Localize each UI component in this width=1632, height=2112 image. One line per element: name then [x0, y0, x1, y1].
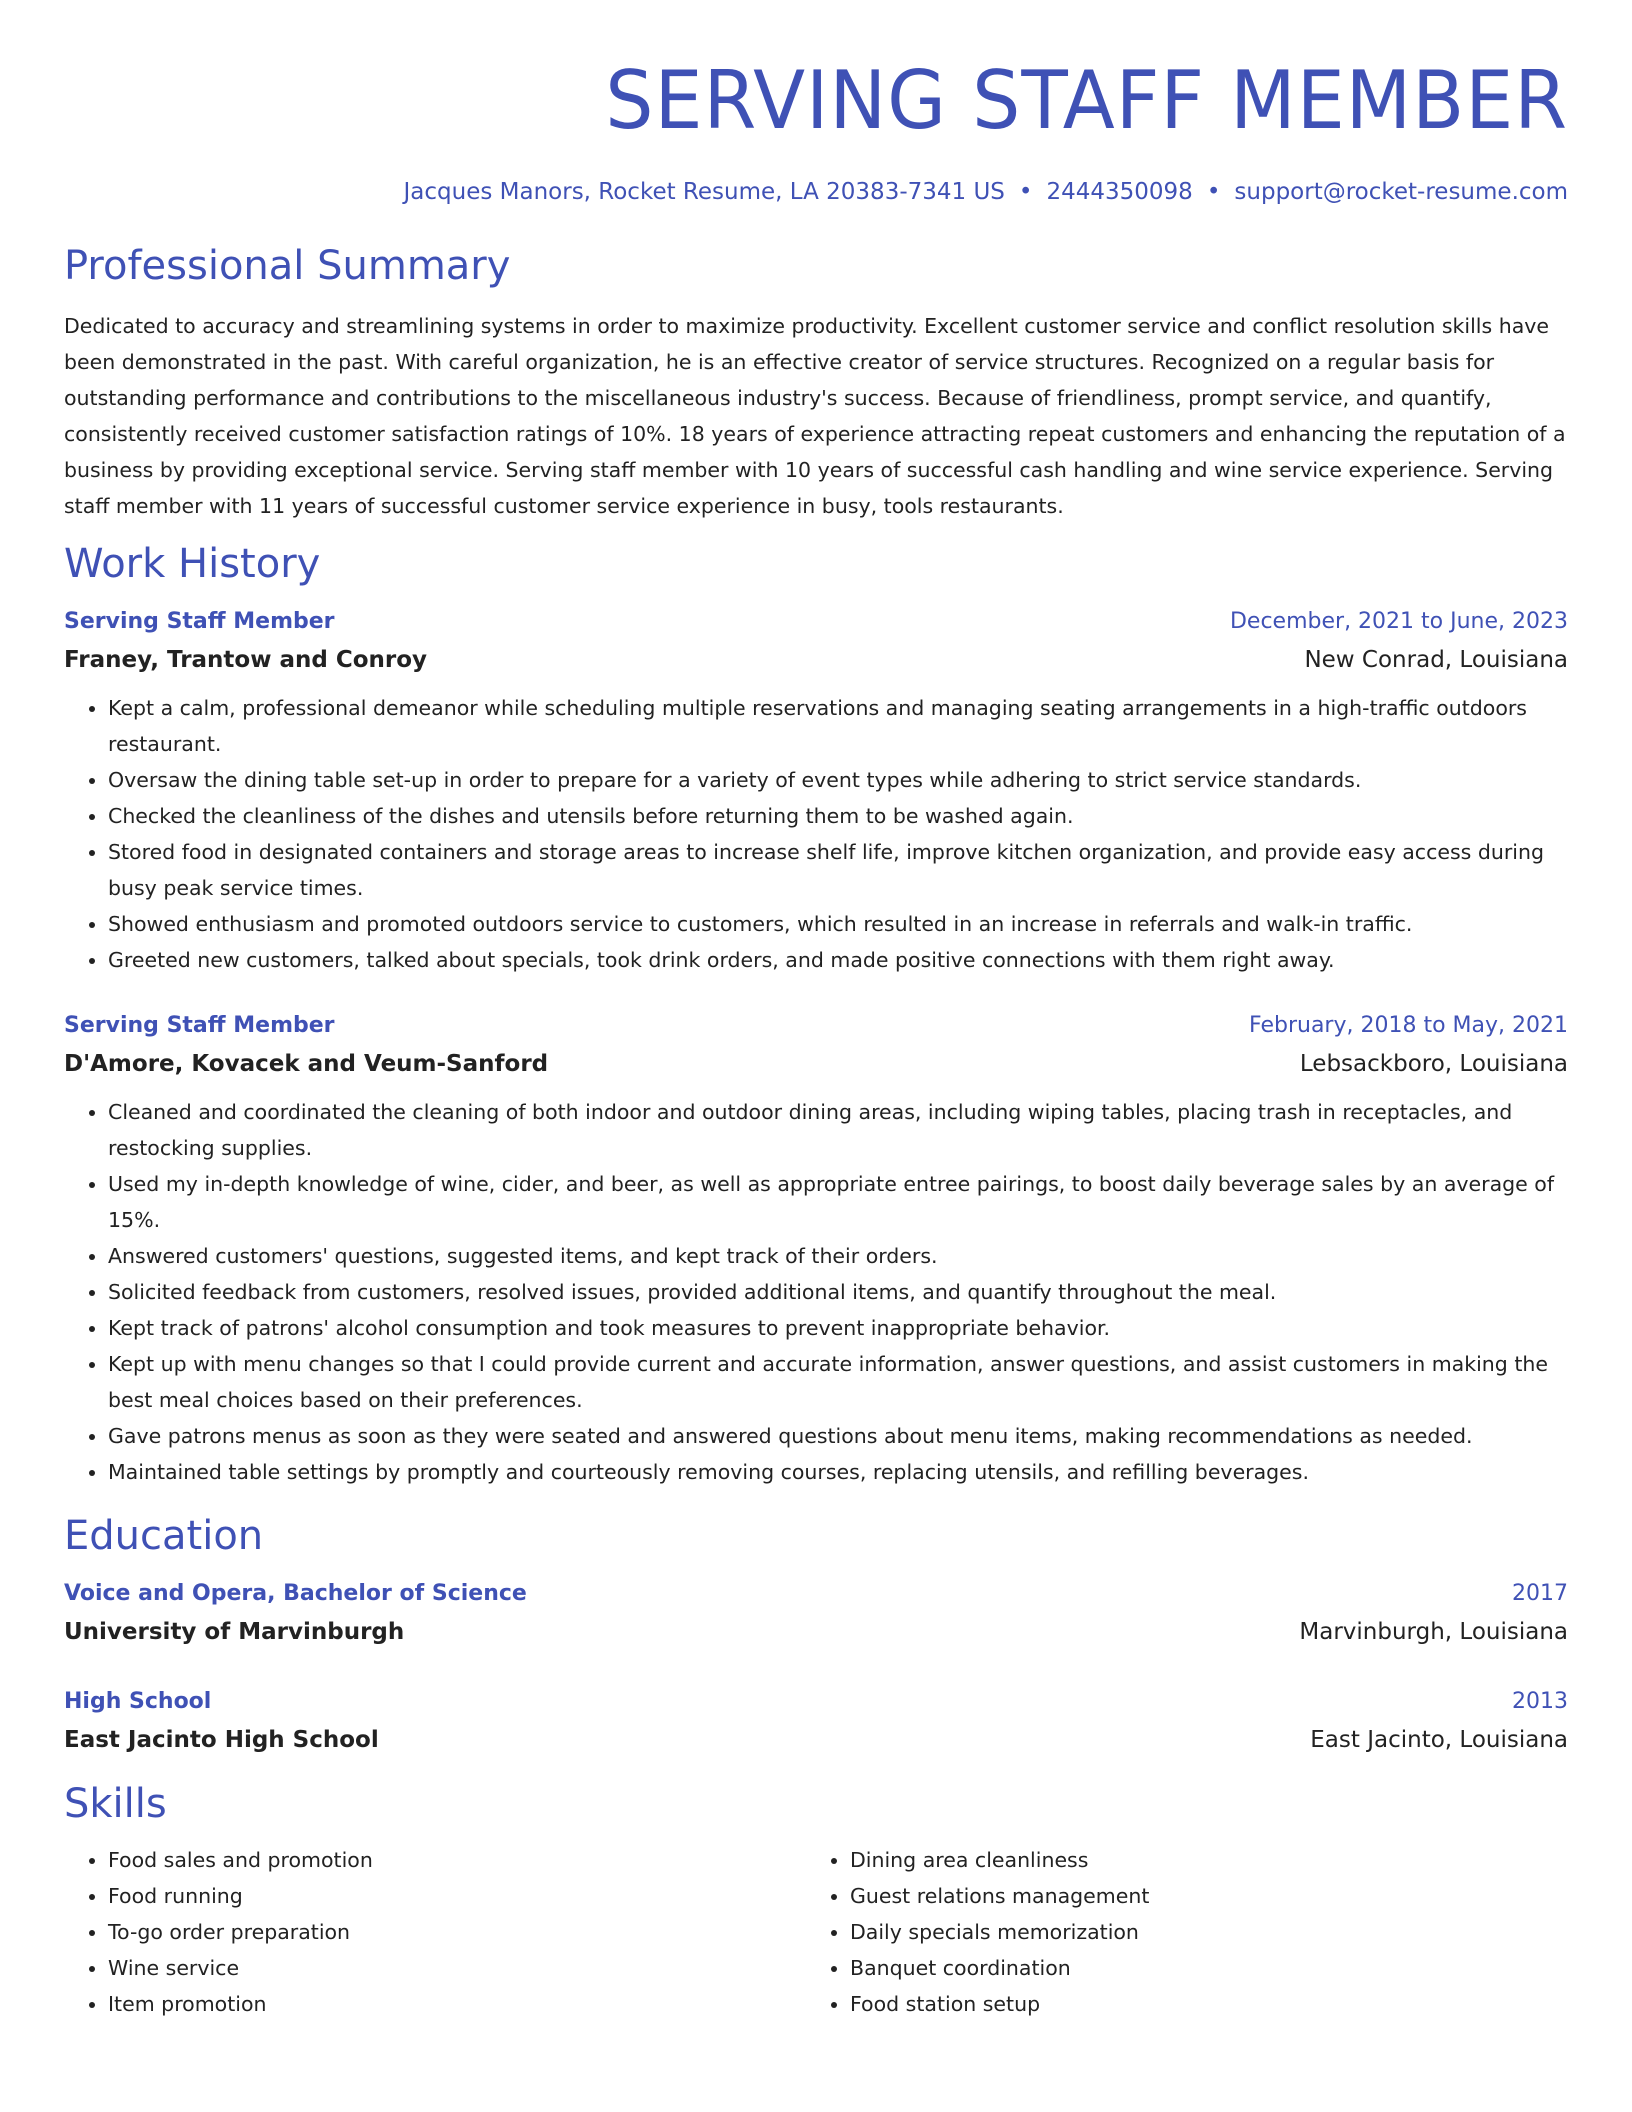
skills-column-left — [64, 1842, 806, 2022]
job-company: D'Amore, Kovacek and Veum-Sanford — [64, 1051, 549, 1077]
job-bullet: • Greeted new customers, talked about specials, took drink orders, and made positive connections with them right away. — [108, 942, 1568, 978]
education-header — [64, 1576, 1568, 1612]
skill-item: • Food running — [108, 1878, 806, 1914]
job-bullet: • Checked the cleanliness of the dishes and utensils before returning them to be washed again. — [108, 798, 1568, 834]
contact-separator: • — [1018, 179, 1033, 205]
job-location: Lebsackboro, Louisiana — [1299, 1051, 1568, 1077]
job-bullet: • Stored food in designated containers and storage areas to increase shelf life, improve kitchen organization, and provide easy access during busy peak service times. — [108, 834, 1568, 906]
resume-title: SERVING STAFF MEMBER — [605, 54, 1568, 147]
job-header — [64, 604, 1568, 640]
job-company: Franey, Trantow and Conroy — [64, 647, 428, 673]
contact-phone: 2444350098 — [1046, 179, 1193, 205]
skill-item: • Dining area cleanliness — [850, 1842, 1548, 1878]
summary-text: Dedicated to accuracy and streamlining systems in order to maximize productivity. Excellent customer service and conflict resolution skills have been demonstrated in the past. With careful organization, he is an effective creator of service structures. Recognized on a regular basis for outstanding performance and contributions to the miscellaneous industry's success. Because of friendliness, prompt service, and quantify, consistently received customer satisfaction ratings of 10%. 18 years of experience attracting repeat customers and enhancing the reputation of a business by providing exceptional service. Serving staff member with 10 years of successful cash handling and wine service experience. Serving staff member with 11 years of successful customer service experience in busy, tools restaurants. — [64, 314, 1566, 518]
contact-address: Jacques Manors, Rocket Resume, LA 20383-7341 US — [403, 179, 1005, 205]
job-bullets — [64, 690, 1568, 978]
contact-line — [64, 174, 1568, 210]
job-bullet: • Solicited feedback from customers, resolved issues, provided additional items, and quantify throughout the meal. — [108, 1274, 1568, 1310]
job-location: New Conrad, Louisiana — [1304, 647, 1568, 673]
job-role: Serving Staff Member — [64, 609, 335, 634]
skill-item: • Banquet coordination — [850, 1950, 1548, 1986]
skill-item: • Item promotion — [108, 1986, 806, 2022]
education-degree: High School — [64, 1689, 212, 1714]
education-heading: Education — [64, 1513, 264, 1559]
job-bullet: • Maintained table settings by promptly and courteously removing courses, replacing utensils, and refilling beverages. — [108, 1454, 1568, 1490]
skill-item: • Food sales and promotion — [108, 1842, 806, 1878]
education-school: East Jacinto High School — [64, 1727, 379, 1753]
contact-separator: • — [1206, 179, 1221, 205]
job-role: Serving Staff Member — [64, 1013, 335, 1038]
job-bullet: • Used my in-depth knowledge of wine, cider, and beer, as well as appropriate entree pairings, to boost daily beverage sales by an average of 15%. — [108, 1166, 1568, 1238]
skills-grid — [64, 1842, 1568, 2022]
job-bullet: • Kept a calm, professional demeanor while scheduling multiple reservations and managing seating arrangements in a high-traffic outdoors restaurant. — [108, 690, 1568, 762]
education-subheader — [64, 1612, 1568, 1652]
education-entry — [64, 1684, 1568, 1760]
job-entry — [64, 604, 1568, 978]
education-location: Marvinburgh, Louisiana — [1299, 1619, 1568, 1645]
job-bullets — [64, 1094, 1568, 1490]
education-year: 2013 — [1512, 1689, 1568, 1714]
job-bullet: • Cleaned and coordinated the cleaning of both indoor and outdoor dining areas, including wiping tables, placing trash in receptacles, and restocking supplies. — [108, 1094, 1568, 1166]
summary-heading: Professional Summary — [64, 243, 511, 289]
skill-item: • Wine service — [108, 1950, 806, 1986]
job-subheader — [64, 640, 1568, 680]
job-bullet: • Kept up with menu changes so that I could provide current and accurate information, answer questions, and assist customers in making the best meal choices based on their preferences. — [108, 1346, 1568, 1418]
job-dates: February, 2018 to May, 2021 — [1249, 1013, 1568, 1038]
contact-email[interactable]: support@rocket-resume.com — [1234, 179, 1568, 205]
education-subheader — [64, 1720, 1568, 1760]
job-header — [64, 1008, 1568, 1044]
work-history-heading: Work History — [64, 541, 321, 587]
skills-column-right — [806, 1842, 1548, 2022]
job-bullet: • Kept track of patrons' alcohol consumption and took measures to prevent inappropriate behavior. — [108, 1310, 1568, 1346]
job-subheader — [64, 1044, 1568, 1084]
education-header — [64, 1684, 1568, 1720]
education-entry — [64, 1576, 1568, 1652]
job-dates: December, 2021 to June, 2023 — [1229, 609, 1568, 634]
skill-item: • Food station setup — [850, 1986, 1548, 2022]
job-bullet: • Showed enthusiasm and promoted outdoors service to customers, which resulted in an increase in referrals and walk-in traffic. — [108, 906, 1568, 942]
skills-heading: Skills — [64, 1781, 167, 1827]
job-bullet: • Gave patrons menus as soon as they were seated and answered questions about menu items, making recommendations as needed. — [108, 1418, 1568, 1454]
education-location: East Jacinto, Louisiana — [1310, 1727, 1568, 1753]
job-bullet: • Answered customers' questions, suggested items, and kept track of their orders. — [108, 1238, 1568, 1274]
job-entry — [64, 1008, 1568, 1490]
skill-item: • To-go order preparation — [108, 1914, 806, 1950]
job-bullet: • Oversaw the dining table set-up in order to prepare for a variety of event types while adhering to strict service standards. — [108, 762, 1568, 798]
skill-item: • Guest relations management — [850, 1878, 1548, 1914]
education-school: University of Marvinburgh — [64, 1619, 405, 1645]
education-year: 2017 — [1512, 1581, 1568, 1606]
education-degree: Voice and Opera, Bachelor of Science — [64, 1581, 527, 1606]
skill-item: • Daily specials memorization — [850, 1914, 1548, 1950]
